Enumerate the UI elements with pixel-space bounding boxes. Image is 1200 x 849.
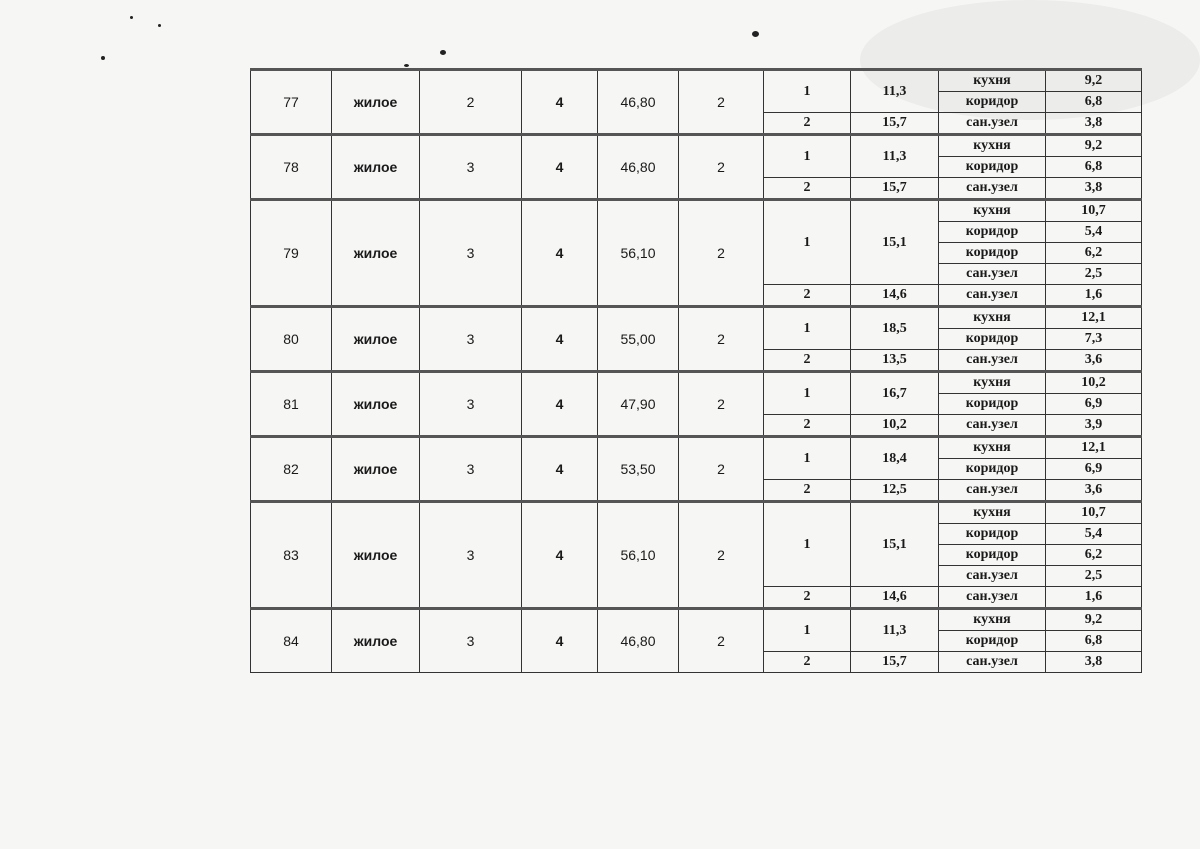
room-number: 2 — [764, 178, 851, 200]
aux-room-name: сан.узел — [939, 480, 1046, 502]
aux-room-area: 6,2 — [1046, 243, 1142, 264]
scan-speck — [158, 24, 161, 27]
apartment-rooms-count: 4 — [522, 307, 598, 372]
aux-room-name: коридор — [939, 394, 1046, 415]
room-number: 1 — [764, 502, 851, 587]
aux-room-area: 1,6 — [1046, 587, 1142, 609]
room-area: 15,1 — [851, 200, 939, 285]
apartment-level: 2 — [679, 609, 764, 673]
aux-room-area: 10,7 — [1046, 502, 1142, 524]
aux-room-name: коридор — [939, 222, 1046, 243]
aux-room-area: 3,6 — [1046, 480, 1142, 502]
aux-room-area: 6,8 — [1046, 631, 1142, 652]
apartment-total-area: 56,10 — [598, 502, 679, 609]
room-area: 15,7 — [851, 178, 939, 200]
apartment-number: 81 — [251, 372, 332, 437]
table-row — [251, 502, 1142, 524]
aux-room-name: кухня — [939, 307, 1046, 329]
aux-room-area: 5,4 — [1046, 222, 1142, 243]
apartment-level: 2 — [679, 70, 764, 135]
apartment-level: 2 — [679, 437, 764, 502]
aux-room-name: кухня — [939, 135, 1046, 157]
apartment-number: 82 — [251, 437, 332, 502]
apartment-floor: 2 — [420, 70, 522, 135]
apartment-type: жилое — [332, 135, 420, 200]
aux-room-area: 12,1 — [1046, 307, 1142, 329]
apartment-type: жилое — [332, 372, 420, 437]
apartments-table — [250, 68, 1142, 673]
aux-room-area: 10,7 — [1046, 200, 1142, 222]
aux-room-name: коридор — [939, 157, 1046, 178]
apartment-rooms-count: 4 — [522, 502, 598, 609]
table-row — [251, 307, 1142, 329]
room-number: 1 — [764, 135, 851, 178]
aux-room-area: 2,5 — [1046, 264, 1142, 285]
aux-room-area: 5,4 — [1046, 524, 1142, 545]
apartment-total-area: 46,80 — [598, 70, 679, 135]
room-area: 11,3 — [851, 135, 939, 178]
room-area: 14,6 — [851, 285, 939, 307]
room-number: 1 — [764, 200, 851, 285]
aux-room-name: кухня — [939, 70, 1046, 92]
room-area: 16,7 — [851, 372, 939, 415]
room-area: 18,4 — [851, 437, 939, 480]
aux-room-area: 3,8 — [1046, 652, 1142, 673]
apartment-type: жилое — [332, 609, 420, 673]
aux-room-area: 3,9 — [1046, 415, 1142, 437]
table-row — [251, 372, 1142, 394]
aux-room-area: 9,2 — [1046, 609, 1142, 631]
apartment-rooms-count: 4 — [522, 70, 598, 135]
table-row — [251, 437, 1142, 459]
room-area: 14,6 — [851, 587, 939, 609]
room-area: 18,5 — [851, 307, 939, 350]
scan-speck — [404, 64, 409, 67]
room-area: 13,5 — [851, 350, 939, 372]
room-area: 10,2 — [851, 415, 939, 437]
room-number: 1 — [764, 307, 851, 350]
apartment-number: 77 — [251, 70, 332, 135]
table-row — [251, 135, 1142, 157]
apartment-floor: 3 — [420, 200, 522, 307]
apartment-level: 2 — [679, 135, 764, 200]
apartment-level: 2 — [679, 372, 764, 437]
scan-speck — [440, 50, 446, 55]
aux-room-area: 3,8 — [1046, 113, 1142, 135]
table-row — [251, 70, 1142, 92]
apartment-number: 84 — [251, 609, 332, 673]
aux-room-area: 3,8 — [1046, 178, 1142, 200]
aux-room-area: 6,9 — [1046, 394, 1142, 415]
aux-room-area: 6,8 — [1046, 157, 1142, 178]
aux-room-name: сан.узел — [939, 285, 1046, 307]
apartment-rooms-count: 4 — [522, 437, 598, 502]
apartment-total-area: 47,90 — [598, 372, 679, 437]
room-area: 15,1 — [851, 502, 939, 587]
aux-room-area: 7,3 — [1046, 329, 1142, 350]
room-number: 2 — [764, 652, 851, 673]
aux-room-area: 9,2 — [1046, 135, 1142, 157]
apartment-rooms-count: 4 — [522, 372, 598, 437]
aux-room-name: коридор — [939, 459, 1046, 480]
aux-room-name: коридор — [939, 243, 1046, 264]
aux-room-name: сан.узел — [939, 113, 1046, 135]
scan-speck — [752, 31, 759, 37]
scan-speck — [130, 16, 133, 19]
aux-room-name: сан.узел — [939, 178, 1046, 200]
aux-room-area: 6,2 — [1046, 545, 1142, 566]
apartment-floor: 3 — [420, 502, 522, 609]
apartment-level: 2 — [679, 307, 764, 372]
apartment-floor: 3 — [420, 437, 522, 502]
apartment-total-area: 56,10 — [598, 200, 679, 307]
aux-room-name: кухня — [939, 609, 1046, 631]
room-number: 1 — [764, 437, 851, 480]
aux-room-area: 6,9 — [1046, 459, 1142, 480]
apartment-type: жилое — [332, 70, 420, 135]
aux-room-name: сан.узел — [939, 264, 1046, 285]
room-number: 1 — [764, 609, 851, 652]
apartment-floor: 3 — [420, 135, 522, 200]
room-number: 1 — [764, 70, 851, 113]
aux-room-name: коридор — [939, 545, 1046, 566]
aux-room-area: 2,5 — [1046, 566, 1142, 587]
room-number: 2 — [764, 350, 851, 372]
apartment-type: жилое — [332, 502, 420, 609]
apartment-level: 2 — [679, 502, 764, 609]
aux-room-area: 3,6 — [1046, 350, 1142, 372]
aux-room-name: кухня — [939, 200, 1046, 222]
aux-room-area: 9,2 — [1046, 70, 1142, 92]
aux-room-name: сан.узел — [939, 566, 1046, 587]
room-number: 2 — [764, 285, 851, 307]
apartment-type: жилое — [332, 437, 420, 502]
apartment-number: 80 — [251, 307, 332, 372]
aux-room-name: сан.узел — [939, 587, 1046, 609]
room-area: 15,7 — [851, 113, 939, 135]
aux-room-name: сан.узел — [939, 652, 1046, 673]
room-number: 2 — [764, 587, 851, 609]
apartment-level: 2 — [679, 200, 764, 307]
apartment-rooms-count: 4 — [522, 609, 598, 673]
aux-room-name: кухня — [939, 437, 1046, 459]
apartment-type: жилое — [332, 200, 420, 307]
apartment-floor: 3 — [420, 609, 522, 673]
apartments-table-body — [251, 70, 1142, 673]
aux-room-area: 12,1 — [1046, 437, 1142, 459]
room-number: 2 — [764, 480, 851, 502]
aux-room-area: 6,8 — [1046, 92, 1142, 113]
aux-room-name: кухня — [939, 372, 1046, 394]
apartment-floor: 3 — [420, 372, 522, 437]
room-number: 2 — [764, 113, 851, 135]
aux-room-area: 1,6 — [1046, 285, 1142, 307]
apartment-total-area: 53,50 — [598, 437, 679, 502]
apartment-total-area: 46,80 — [598, 135, 679, 200]
scan-speck — [101, 56, 105, 60]
apartment-number: 78 — [251, 135, 332, 200]
apartment-total-area: 55,00 — [598, 307, 679, 372]
apartment-rooms-count: 4 — [522, 200, 598, 307]
room-area: 11,3 — [851, 609, 939, 652]
table-row — [251, 609, 1142, 631]
aux-room-name: сан.узел — [939, 350, 1046, 372]
room-area: 15,7 — [851, 652, 939, 673]
apartment-number: 79 — [251, 200, 332, 307]
apartment-floor: 3 — [420, 307, 522, 372]
aux-room-name: коридор — [939, 631, 1046, 652]
apartment-rooms-count: 4 — [522, 135, 598, 200]
aux-room-area: 10,2 — [1046, 372, 1142, 394]
apartment-number: 83 — [251, 502, 332, 609]
aux-room-name: коридор — [939, 92, 1046, 113]
apartment-total-area: 46,80 — [598, 609, 679, 673]
apartment-type: жилое — [332, 307, 420, 372]
aux-room-name: сан.узел — [939, 415, 1046, 437]
room-area: 12,5 — [851, 480, 939, 502]
aux-room-name: коридор — [939, 329, 1046, 350]
aux-room-name: коридор — [939, 524, 1046, 545]
room-number: 1 — [764, 372, 851, 415]
room-number: 2 — [764, 415, 851, 437]
aux-room-name: кухня — [939, 502, 1046, 524]
table-row — [251, 200, 1142, 222]
room-area: 11,3 — [851, 70, 939, 113]
